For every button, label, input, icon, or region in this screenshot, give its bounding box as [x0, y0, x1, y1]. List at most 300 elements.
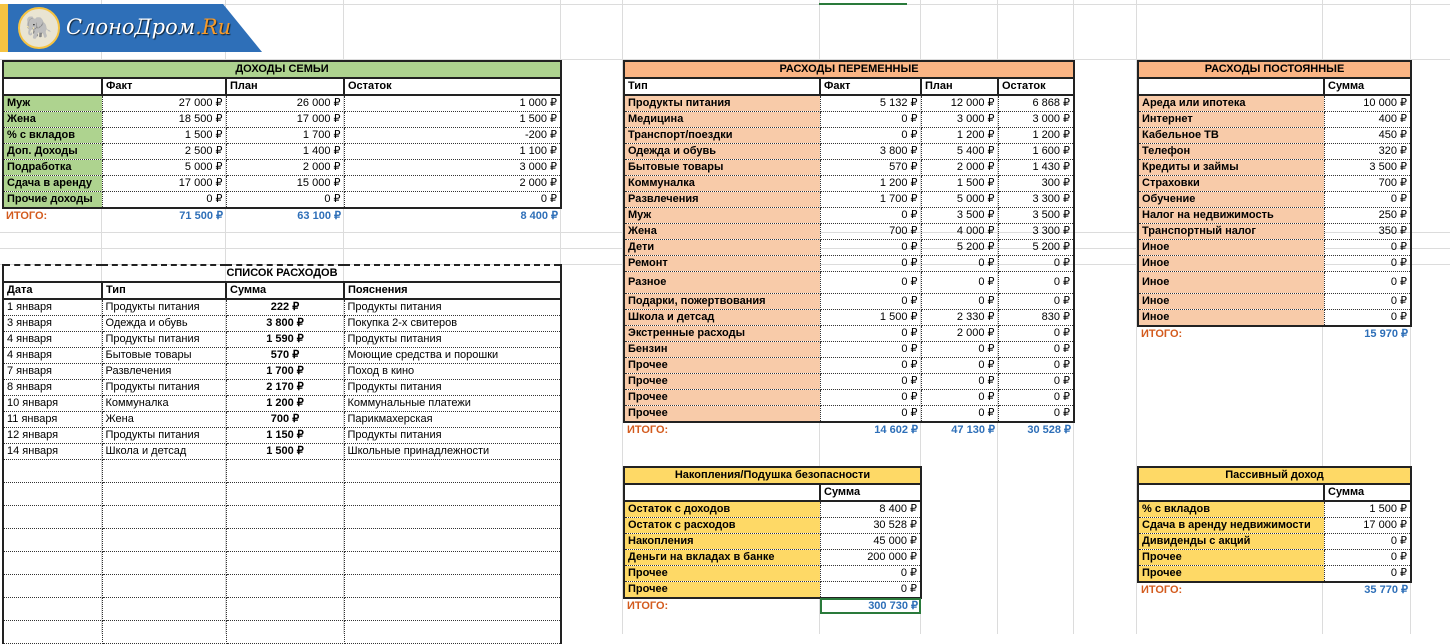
- table-row: [3, 396, 561, 412]
- list-type-cell[interactable]: Развлечения: [102, 364, 226, 380]
- variable-fact-cell[interactable]: 0 ₽: [820, 406, 921, 423]
- total-label[interactable]: ИТОГО:: [627, 424, 669, 436]
- savings-row-label[interactable]: Накопления: [624, 534, 820, 550]
- empty-cell[interactable]: [226, 460, 344, 483]
- fixed-sum-cell[interactable]: 400 ₽: [1324, 112, 1411, 128]
- list-type-cell[interactable]: Продукты питания: [102, 332, 226, 348]
- fixed-sum-cell[interactable]: 10 000 ₽: [1324, 95, 1411, 112]
- variable-plan-cell[interactable]: 12 000 ₽: [921, 95, 998, 112]
- total-label[interactable]: ИТОГО:: [6, 210, 48, 222]
- variable-rest-cell[interactable]: 0 ₽: [998, 374, 1074, 390]
- fixed-header-sum[interactable]: Сумма: [1324, 78, 1411, 95]
- income-row-label[interactable]: Доп. Доходы: [3, 144, 102, 160]
- variable-row-label[interactable]: Бытовые товары: [624, 160, 820, 176]
- table-row: [3, 412, 561, 428]
- variable-rest-cell[interactable]: 0 ₽: [998, 342, 1074, 358]
- list-date-cell[interactable]: 10 января: [3, 396, 102, 412]
- total-label[interactable]: ИТОГО:: [627, 600, 669, 612]
- variable-row-label[interactable]: Развлечения: [624, 192, 820, 208]
- list-note-cell[interactable]: Продукты питания: [344, 332, 561, 348]
- variable-fact-cell[interactable]: 3 800 ₽: [820, 144, 921, 160]
- savings-header-blank[interactable]: [624, 484, 820, 501]
- variable-fact-cell[interactable]: 0 ₽: [820, 294, 921, 310]
- variable-fact-cell[interactable]: 0 ₽: [820, 342, 921, 358]
- passive-row-label[interactable]: Прочее: [1138, 566, 1324, 583]
- variable-fact-cell[interactable]: 0 ₽: [820, 374, 921, 390]
- variable-rest-cell[interactable]: 5 200 ₽: [998, 240, 1074, 256]
- variable-row-label[interactable]: Муж: [624, 208, 820, 224]
- income-rest-cell[interactable]: 3 000 ₽: [344, 160, 561, 176]
- table-row: [624, 240, 1074, 256]
- passive-row-label[interactable]: Прочее: [1138, 550, 1324, 566]
- variable-fact-cell[interactable]: 1 200 ₽: [820, 176, 921, 192]
- variable-row-label[interactable]: Дети: [624, 240, 820, 256]
- savings-sum-cell[interactable]: 200 000 ₽: [820, 550, 921, 566]
- variable-rest-cell[interactable]: 0 ₽: [998, 358, 1074, 374]
- variable-row-label[interactable]: Экстренные расходы: [624, 326, 820, 342]
- table-row: [3, 299, 561, 316]
- variable-row-label[interactable]: Бензин: [624, 342, 820, 358]
- table-row: [624, 534, 921, 550]
- list-sum-cell[interactable]: 700 ₽: [226, 412, 344, 428]
- variable-fact-cell[interactable]: 0 ₽: [820, 208, 921, 224]
- variable-plan-cell[interactable]: 5 000 ₽: [921, 192, 998, 208]
- variable-plan-cell[interactable]: 0 ₽: [921, 358, 998, 374]
- table-row: [3, 428, 561, 444]
- total-label[interactable]: ИТОГО:: [1141, 584, 1183, 596]
- list-header-type[interactable]: Тип: [102, 282, 226, 299]
- fixed-sum-cell[interactable]: 0 ₽: [1324, 192, 1411, 208]
- expense-list-table: [2, 264, 562, 644]
- fixed-row-label[interactable]: Иное: [1138, 294, 1324, 310]
- table-row: [624, 342, 1074, 358]
- savings-sum-cell[interactable]: 8 400 ₽: [820, 501, 921, 518]
- variable-total-fact[interactable]: 14 602 ₽: [874, 424, 918, 436]
- variable-fact-cell[interactable]: 1 700 ₽: [820, 192, 921, 208]
- list-type-cell[interactable]: Продукты питания: [102, 380, 226, 396]
- savings-title[interactable]: Накопления/Подушка безопасности: [624, 467, 921, 484]
- variable-plan-cell[interactable]: 5 400 ₽: [921, 144, 998, 160]
- table-row: [1138, 240, 1411, 256]
- fixed-row-label[interactable]: Иное: [1138, 256, 1324, 272]
- fixed-row-label[interactable]: Иное: [1138, 240, 1324, 256]
- list-date-cell[interactable]: 3 января: [3, 316, 102, 332]
- fixed-header-blank[interactable]: [1138, 78, 1324, 95]
- empty-cell[interactable]: [344, 598, 561, 621]
- variable-plan-cell[interactable]: 0 ₽: [921, 294, 998, 310]
- list-note-cell[interactable]: Продукты питания: [344, 428, 561, 444]
- fixed-row-label[interactable]: Страховки: [1138, 176, 1324, 192]
- fixed-row-label[interactable]: Телефон: [1138, 144, 1324, 160]
- variable-fact-cell[interactable]: 0 ₽: [820, 240, 921, 256]
- variable-fact-cell[interactable]: 0 ₽: [820, 326, 921, 342]
- elephant-icon: 🐘: [18, 7, 60, 49]
- variable-header-plan[interactable]: План: [921, 78, 998, 95]
- income-rest-cell[interactable]: -200 ₽: [344, 128, 561, 144]
- variable-rest-cell[interactable]: 300 ₽: [998, 176, 1074, 192]
- variable-row-label[interactable]: Транспорт/поездки: [624, 128, 820, 144]
- income-rest-cell[interactable]: 0 ₽: [344, 192, 561, 209]
- list-type-cell[interactable]: Бытовые товары: [102, 348, 226, 364]
- variable-row-label[interactable]: Ремонт: [624, 256, 820, 272]
- variable-rest-cell[interactable]: 0 ₽: [998, 256, 1074, 272]
- list-note-cell[interactable]: Продукты питания: [344, 380, 561, 396]
- table-row: [1138, 256, 1411, 272]
- income-fact-cell[interactable]: 17 000 ₽: [102, 176, 226, 192]
- variable-title[interactable]: РАСХОДЫ ПЕРЕМЕННЫЕ: [624, 61, 1074, 78]
- table-row: [624, 160, 1074, 176]
- fixed-sum-cell[interactable]: 0 ₽: [1324, 272, 1411, 294]
- variable-row-label[interactable]: Продукты питания: [624, 95, 820, 112]
- empty-cell[interactable]: [344, 575, 561, 598]
- empty-cell[interactable]: [344, 483, 561, 506]
- fixed-row-label[interactable]: Кредиты и займы: [1138, 160, 1324, 176]
- income-header-fact[interactable]: Факт: [102, 78, 226, 95]
- empty-cell[interactable]: [344, 460, 561, 483]
- empty-cell[interactable]: [344, 506, 561, 529]
- list-header-date[interactable]: Дата: [3, 282, 102, 299]
- passive-row-label[interactable]: % с вкладов: [1138, 501, 1324, 518]
- list-type-cell[interactable]: Одежда и обувь: [102, 316, 226, 332]
- table-row: [1138, 294, 1411, 310]
- variable-fact-cell[interactable]: 1 500 ₽: [820, 310, 921, 326]
- empty-cell[interactable]: [3, 575, 102, 598]
- variable-row-label[interactable]: Разное: [624, 272, 820, 294]
- variable-row-label[interactable]: Подарки, пожертвования: [624, 294, 820, 310]
- list-type-cell[interactable]: Школа и детсад: [102, 444, 226, 460]
- passive-sum-cell[interactable]: 0 ₽: [1324, 566, 1411, 583]
- empty-cell[interactable]: [226, 483, 344, 506]
- income-fact-cell[interactable]: 2 500 ₽: [102, 144, 226, 160]
- savings-sum-cell[interactable]: 45 000 ₽: [820, 534, 921, 550]
- list-type-cell[interactable]: Продукты питания: [102, 299, 226, 316]
- variable-rest-cell[interactable]: 1 600 ₽: [998, 144, 1074, 160]
- variable-rest-cell[interactable]: 0 ₽: [998, 294, 1074, 310]
- variable-fact-cell[interactable]: 0 ₽: [820, 358, 921, 374]
- variable-fact-cell[interactable]: 5 132 ₽: [820, 95, 921, 112]
- variable-rest-cell[interactable]: 1 200 ₽: [998, 128, 1074, 144]
- passive-sum-cell[interactable]: 1 500 ₽: [1324, 501, 1411, 518]
- empty-cell[interactable]: [3, 598, 102, 621]
- variable-row-label[interactable]: Коммуналка: [624, 176, 820, 192]
- income-plan-cell[interactable]: 1 400 ₽: [226, 144, 344, 160]
- passive-income-table: [1137, 466, 1412, 598]
- savings-row-label[interactable]: Деньги на вкладах в банке: [624, 550, 820, 566]
- variable-rest-cell[interactable]: 1 430 ₽: [998, 160, 1074, 176]
- list-type-cell[interactable]: Жена: [102, 412, 226, 428]
- list-date-cell[interactable]: 8 января: [3, 380, 102, 396]
- passive-sum-cell[interactable]: 17 000 ₽: [1324, 518, 1411, 534]
- income-row-label[interactable]: Муж: [3, 95, 102, 112]
- table-row: [1138, 128, 1411, 144]
- fixed-sum-cell[interactable]: 0 ₽: [1324, 240, 1411, 256]
- fixed-sum-cell[interactable]: 250 ₽: [1324, 208, 1411, 224]
- variable-rest-cell[interactable]: 3 300 ₽: [998, 224, 1074, 240]
- variable-fact-cell[interactable]: 700 ₽: [820, 224, 921, 240]
- list-date-cell[interactable]: 4 января: [3, 332, 102, 348]
- table-row: [1138, 224, 1411, 240]
- income-rest-cell[interactable]: 1 100 ₽: [344, 144, 561, 160]
- list-sum-cell[interactable]: 1 150 ₽: [226, 428, 344, 444]
- income-fact-cell[interactable]: 18 500 ₽: [102, 112, 226, 128]
- income-total-fact[interactable]: 71 500 ₽: [179, 210, 223, 222]
- empty-cell[interactable]: [3, 529, 102, 552]
- variable-fact-cell[interactable]: 570 ₽: [820, 160, 921, 176]
- fixed-row-label[interactable]: Обучение: [1138, 192, 1324, 208]
- fixed-row-label[interactable]: Иное: [1138, 310, 1324, 327]
- income-rest-cell[interactable]: 1 500 ₽: [344, 112, 561, 128]
- variable-row-label[interactable]: Школа и детсад: [624, 310, 820, 326]
- list-note-cell[interactable]: Моющие средства и порошки: [344, 348, 561, 364]
- empty-cell[interactable]: [102, 575, 226, 598]
- variable-plan-cell[interactable]: 1 500 ₽: [921, 176, 998, 192]
- empty-cell[interactable]: [344, 621, 561, 644]
- fixed-row-label[interactable]: Ареда или ипотека: [1138, 95, 1324, 112]
- variable-header-rest[interactable]: Остаток: [998, 78, 1074, 95]
- savings-sum-cell[interactable]: 30 528 ₽: [820, 518, 921, 534]
- empty-row: [3, 598, 561, 621]
- empty-cell[interactable]: [102, 506, 226, 529]
- variable-rest-cell[interactable]: 0 ₽: [998, 326, 1074, 342]
- variable-rest-cell[interactable]: 830 ₽: [998, 310, 1074, 326]
- variable-total-plan[interactable]: 47 130 ₽: [951, 424, 995, 436]
- empty-cell[interactable]: [102, 460, 226, 483]
- empty-cell[interactable]: [226, 506, 344, 529]
- variable-plan-cell[interactable]: 2 000 ₽: [921, 326, 998, 342]
- variable-fact-cell[interactable]: 0 ₽: [820, 112, 921, 128]
- savings-row-label[interactable]: Остаток с расходов: [624, 518, 820, 534]
- passive-row-label[interactable]: Дивиденды с акций: [1138, 534, 1324, 550]
- logo: [0, 4, 262, 52]
- income-plan-cell[interactable]: 15 000 ₽: [226, 176, 344, 192]
- list-note-cell[interactable]: Парикмахерская: [344, 412, 561, 428]
- income-plan-cell[interactable]: 0 ₽: [226, 192, 344, 209]
- list-date-cell[interactable]: 12 января: [3, 428, 102, 444]
- variable-fact-cell[interactable]: 0 ₽: [820, 256, 921, 272]
- list-sum-cell[interactable]: 1 590 ₽: [226, 332, 344, 348]
- fixed-title[interactable]: РАСХОДЫ ПОСТОЯННЫЕ: [1138, 61, 1411, 78]
- list-note-cell[interactable]: Покупка 2-х свитеров: [344, 316, 561, 332]
- variable-row-label[interactable]: Прочее: [624, 374, 820, 390]
- fixed-row-label[interactable]: Кабельное ТВ: [1138, 128, 1324, 144]
- empty-cell[interactable]: [102, 621, 226, 644]
- savings-sum-cell[interactable]: 0 ₽: [820, 566, 921, 582]
- fixed-row-label[interactable]: Транспортный налог: [1138, 224, 1324, 240]
- savings-row-label[interactable]: Прочее: [624, 566, 820, 582]
- variable-plan-cell[interactable]: 5 200 ₽: [921, 240, 998, 256]
- table-row: [1138, 95, 1411, 112]
- variable-fact-cell[interactable]: 0 ₽: [820, 272, 921, 294]
- income-row-label[interactable]: Жена: [3, 112, 102, 128]
- empty-cell[interactable]: [344, 529, 561, 552]
- list-type-cell[interactable]: Продукты питания: [102, 428, 226, 444]
- income-plan-cell[interactable]: 17 000 ₽: [226, 112, 344, 128]
- list-date-cell[interactable]: 14 января: [3, 444, 102, 460]
- empty-cell[interactable]: [226, 621, 344, 644]
- list-date-cell[interactable]: 11 января: [3, 412, 102, 428]
- list-note-cell[interactable]: Коммунальные платежи: [344, 396, 561, 412]
- list-sum-cell[interactable]: 570 ₽: [226, 348, 344, 364]
- variable-plan-cell[interactable]: 0 ₽: [921, 272, 998, 294]
- income-plan-cell[interactable]: 26 000 ₽: [226, 95, 344, 112]
- empty-row: [3, 621, 561, 644]
- list-sum-cell[interactable]: 2 170 ₽: [226, 380, 344, 396]
- fixed-sum-cell[interactable]: 350 ₽: [1324, 224, 1411, 240]
- income-table: [2, 60, 562, 224]
- empty-cell[interactable]: [3, 506, 102, 529]
- empty-cell[interactable]: [102, 483, 226, 506]
- income-plan-cell[interactable]: 2 000 ₽: [226, 160, 344, 176]
- list-note-cell[interactable]: Поход в кино: [344, 364, 561, 380]
- list-sum-cell[interactable]: 1 500 ₽: [226, 444, 344, 460]
- variable-plan-cell[interactable]: 0 ₽: [921, 390, 998, 406]
- income-plan-cell[interactable]: 1 700 ₽: [226, 128, 344, 144]
- table-row: [624, 550, 921, 566]
- income-rest-cell[interactable]: 1 000 ₽: [344, 95, 561, 112]
- list-date-cell[interactable]: 7 января: [3, 364, 102, 380]
- variable-plan-cell[interactable]: 1 200 ₽: [921, 128, 998, 144]
- empty-cell[interactable]: [3, 552, 102, 575]
- empty-cell[interactable]: [3, 621, 102, 644]
- empty-cell[interactable]: [226, 575, 344, 598]
- empty-row: [3, 552, 561, 575]
- variable-rest-cell[interactable]: 3 300 ₽: [998, 192, 1074, 208]
- variable-plan-cell[interactable]: 3 500 ₽: [921, 208, 998, 224]
- income-total-rest[interactable]: 8 400 ₽: [520, 210, 559, 222]
- savings-sum-cell[interactable]: 0 ₽: [820, 582, 921, 599]
- income-fact-cell[interactable]: 0 ₽: [102, 192, 226, 209]
- list-date-cell[interactable]: 4 января: [3, 348, 102, 364]
- passive-total-sum[interactable]: 35 770 ₽: [1364, 584, 1408, 596]
- income-header-rest[interactable]: Остаток: [344, 78, 561, 95]
- list-sum-cell[interactable]: 222 ₽: [226, 299, 344, 316]
- total-label[interactable]: ИТОГО:: [1141, 328, 1183, 340]
- empty-cell[interactable]: [226, 598, 344, 621]
- income-row-label[interactable]: % с вкладов: [3, 128, 102, 144]
- table-row: [3, 160, 561, 176]
- fixed-total-sum[interactable]: 15 970 ₽: [1364, 328, 1408, 340]
- fixed-row-label[interactable]: Иное: [1138, 272, 1324, 294]
- savings-row-label[interactable]: Прочее: [624, 582, 820, 599]
- empty-cell[interactable]: [226, 529, 344, 552]
- list-type-cell[interactable]: Коммуналка: [102, 396, 226, 412]
- fixed-sum-cell[interactable]: 0 ₽: [1324, 256, 1411, 272]
- fixed-row-label[interactable]: Налог на недвижимость: [1138, 208, 1324, 224]
- variable-row-label[interactable]: Прочее: [624, 358, 820, 374]
- variable-total-rest[interactable]: 30 528 ₽: [1027, 424, 1072, 436]
- variable-rest-cell[interactable]: 6 868 ₽: [998, 95, 1074, 112]
- table-row: [624, 294, 1074, 310]
- income-row-label[interactable]: Сдача в аренду: [3, 176, 102, 192]
- empty-cell[interactable]: [102, 598, 226, 621]
- empty-row: [3, 506, 561, 529]
- variable-row-label[interactable]: Медицина: [624, 112, 820, 128]
- fixed-sum-cell[interactable]: 3 500 ₽: [1324, 160, 1411, 176]
- table-row: [3, 380, 561, 396]
- fixed-sum-cell[interactable]: 450 ₽: [1324, 128, 1411, 144]
- table-row: [1138, 534, 1411, 550]
- income-header-blank[interactable]: [3, 78, 102, 95]
- variable-plan-cell[interactable]: 3 000 ₽: [921, 112, 998, 128]
- passive-title[interactable]: Пассивный доход: [1138, 467, 1411, 484]
- fixed-sum-cell[interactable]: 0 ₽: [1324, 310, 1411, 327]
- column-selection-marker: [819, 3, 907, 5]
- variable-row-label[interactable]: Жена: [624, 224, 820, 240]
- income-total-plan[interactable]: 63 100 ₽: [297, 210, 341, 222]
- list-date-cell[interactable]: 1 января: [3, 299, 102, 316]
- empty-cell[interactable]: [226, 552, 344, 575]
- variable-rest-cell[interactable]: 0 ₽: [998, 406, 1074, 423]
- variable-rest-cell[interactable]: 3 000 ₽: [998, 112, 1074, 128]
- empty-cell[interactable]: [3, 460, 102, 483]
- variable-plan-cell[interactable]: 4 000 ₽: [921, 224, 998, 240]
- income-fact-cell[interactable]: 5 000 ₽: [102, 160, 226, 176]
- list-sum-cell[interactable]: 1 200 ₽: [226, 396, 344, 412]
- variable-rest-cell[interactable]: 0 ₽: [998, 390, 1074, 406]
- empty-cell[interactable]: [102, 529, 226, 552]
- passive-header-blank[interactable]: [1138, 484, 1324, 501]
- income-fact-cell[interactable]: 1 500 ₽: [102, 128, 226, 144]
- variable-header-type[interactable]: Тип: [624, 78, 820, 95]
- table-row: [624, 518, 921, 534]
- variable-plan-cell[interactable]: 0 ₽: [921, 256, 998, 272]
- variable-plan-cell[interactable]: 0 ₽: [921, 374, 998, 390]
- income-row-label[interactable]: Подработка: [3, 160, 102, 176]
- passive-total-row: [1138, 582, 1411, 598]
- table-row: [624, 374, 1074, 390]
- savings-total-sum-selected-cell[interactable]: 300 730 ₽: [820, 598, 921, 614]
- variable-row-label[interactable]: Прочее: [624, 390, 820, 406]
- fixed-sum-cell[interactable]: 0 ₽: [1324, 294, 1411, 310]
- variable-row-label[interactable]: Прочее: [624, 406, 820, 423]
- list-note-cell[interactable]: Школьные принадлежности: [344, 444, 561, 460]
- empty-cell[interactable]: [3, 483, 102, 506]
- fixed-sum-cell[interactable]: 320 ₽: [1324, 144, 1411, 160]
- income-title[interactable]: ДОХОДЫ СЕМЬИ: [3, 61, 561, 78]
- variable-fact-cell[interactable]: 0 ₽: [820, 128, 921, 144]
- empty-cell[interactable]: [102, 552, 226, 575]
- fixed-row-label[interactable]: Интернет: [1138, 112, 1324, 128]
- list-header-sum[interactable]: Сумма: [226, 282, 344, 299]
- variable-rest-cell[interactable]: 3 500 ₽: [998, 208, 1074, 224]
- passive-sum-cell[interactable]: 0 ₽: [1324, 534, 1411, 550]
- variable-plan-cell[interactable]: 2 000 ₽: [921, 160, 998, 176]
- income-fact-cell[interactable]: 27 000 ₽: [102, 95, 226, 112]
- variable-header-fact[interactable]: Факт: [820, 78, 921, 95]
- savings-header-sum[interactable]: Сумма: [820, 484, 921, 501]
- passive-header-sum[interactable]: Сумма: [1324, 484, 1411, 501]
- list-sum-cell[interactable]: 1 700 ₽: [226, 364, 344, 380]
- income-row-label[interactable]: Прочие доходы: [3, 192, 102, 209]
- variable-rest-cell[interactable]: 0 ₽: [998, 272, 1074, 294]
- variable-fact-cell[interactable]: 0 ₽: [820, 390, 921, 406]
- list-sum-cell[interactable]: 3 800 ₽: [226, 316, 344, 332]
- variable-plan-cell[interactable]: 2 330 ₽: [921, 310, 998, 326]
- savings-row-label[interactable]: Остаток с доходов: [624, 501, 820, 518]
- expense-list-title[interactable]: СПИСОК РАСХОДОВ: [3, 265, 561, 282]
- passive-row-label[interactable]: Сдача в аренду недвижимости: [1138, 518, 1324, 534]
- list-header-note[interactable]: Пояснения: [344, 282, 561, 299]
- variable-row-label[interactable]: Одежда и обувь: [624, 144, 820, 160]
- empty-cell[interactable]: [344, 552, 561, 575]
- fixed-sum-cell[interactable]: 700 ₽: [1324, 176, 1411, 192]
- variable-plan-cell[interactable]: 0 ₽: [921, 406, 998, 423]
- income-header-plan[interactable]: План: [226, 78, 344, 95]
- income-rest-cell[interactable]: 2 000 ₽: [344, 176, 561, 192]
- passive-sum-cell[interactable]: 0 ₽: [1324, 550, 1411, 566]
- variable-plan-cell[interactable]: 0 ₽: [921, 342, 998, 358]
- list-note-cell[interactable]: Продукты питания: [344, 299, 561, 316]
